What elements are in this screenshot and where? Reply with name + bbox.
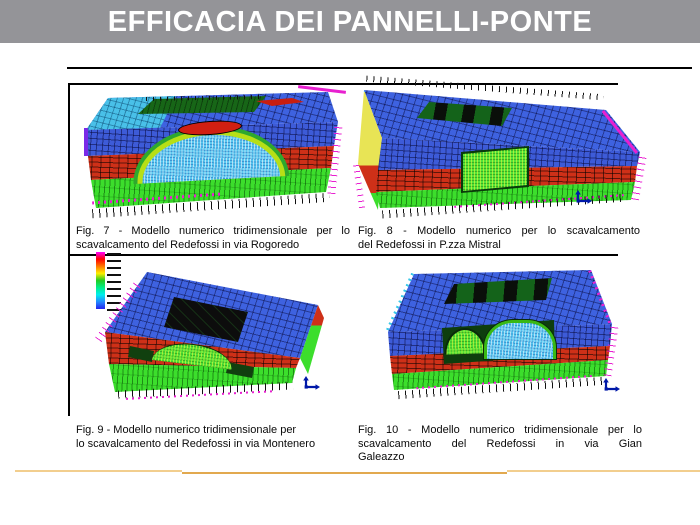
fig9-caption: [76, 424, 358, 451]
title-bar: [0, 0, 700, 43]
caption-line: Fig. 10 - Modello numerico tridimensionale per lo: [358, 424, 642, 436]
fig9-3d-model: [96, 250, 352, 418]
axis-triad-icon: [574, 190, 592, 206]
caption-line: Fig. 8 - Modello numerico per lo scavalcamento: [358, 225, 640, 237]
right-arch-cyan-frame: [484, 320, 556, 359]
fig8-caption: [358, 225, 640, 252]
caption-line: scavalcamento del Redefossi in via Gian: [358, 437, 642, 450]
fig8-3d-model: [354, 84, 646, 220]
caption-line: lo scavalcamento del Redefossi in via Montenero: [76, 437, 316, 450]
bottom-rule-left: [15, 470, 182, 472]
legend-colorbar: [96, 252, 105, 309]
caption-line: Fig. 7 - Modello numerico tridimensionale per lo: [76, 225, 350, 237]
fig10-caption: [358, 424, 642, 465]
fig7-3d-model: [76, 88, 350, 222]
bottom-rule-right: [507, 470, 700, 472]
fig10-3d-model: [356, 262, 648, 402]
figure-frame-left-border: [68, 83, 70, 416]
fig7-caption: [76, 225, 350, 252]
caption-line: scavalcamento del Redefossi in via Rogoredo: [76, 238, 300, 251]
bottom-rule-center: [182, 472, 507, 474]
caption-line: del Redefossi in P.zza Mistral: [358, 238, 501, 251]
axis-triad-icon: [302, 376, 320, 392]
title-underline: [67, 67, 692, 69]
model-arch-cyan-fill: [140, 131, 280, 183]
slide-title: EFFICACIA DEI PANNELLI-PONTE: [107, 6, 593, 38]
edge-accent-purple: [84, 128, 88, 156]
caption-line: Galeazzo: [358, 451, 405, 463]
caption-line: Fig. 9 - Modello numerico tridimensionale per: [76, 424, 297, 436]
axis-triad-icon: [602, 378, 620, 394]
